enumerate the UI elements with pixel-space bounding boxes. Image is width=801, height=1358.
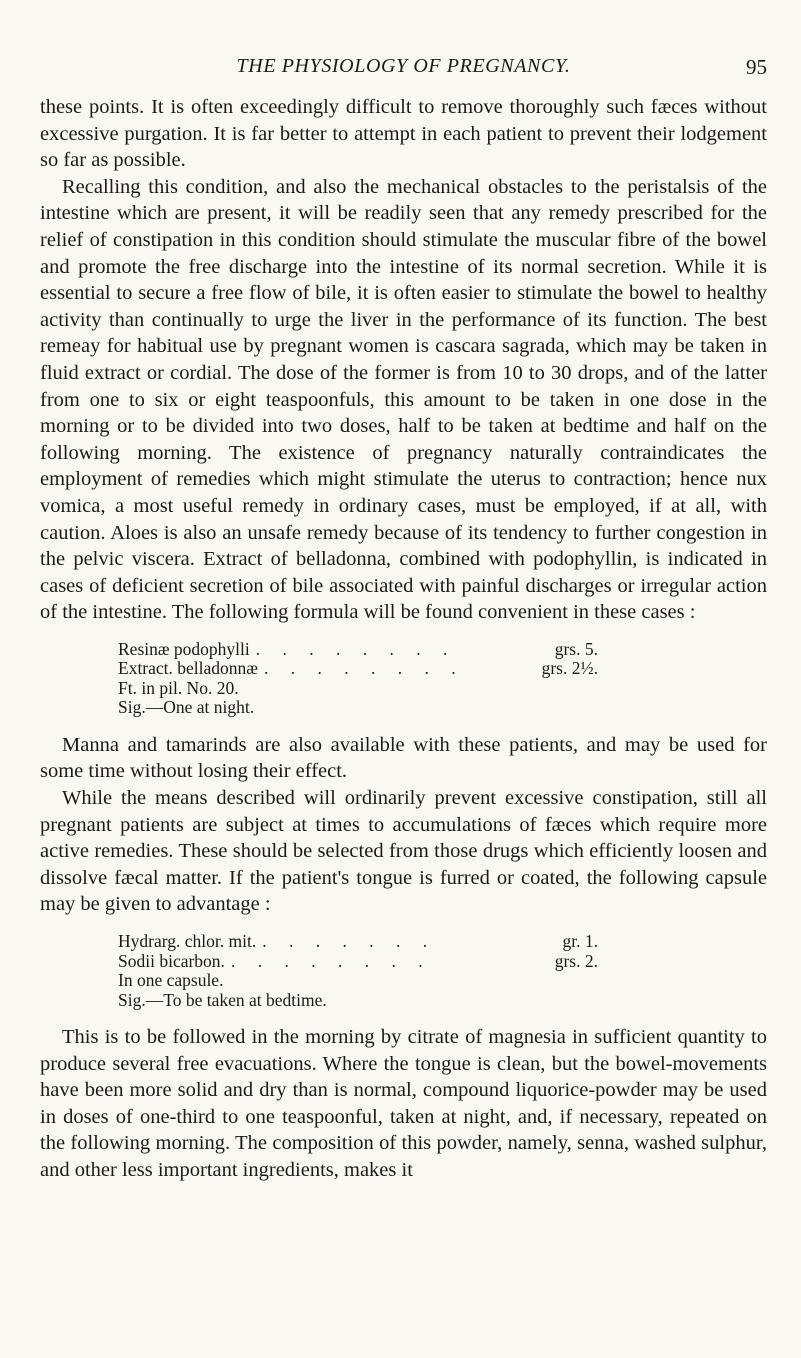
formula-direction: In one capsule. xyxy=(118,970,224,991)
ingredient-name: Sodii bicarbon. xyxy=(118,950,225,971)
ingredient-name: Extract. belladonnæ xyxy=(118,658,258,679)
paragraph-2: Recalling this condition, and also the mechanical obstacles to the peristalsis of the intestine which are present, it will be readily seen that any remedy prescribed for the relief of constipation in this condition should stimulate the muscular fibre of the bowel and promote the free discharge into the intestine of its normal secretion. While it is essential to secure a free flow of bile, it is often easier to stimulate the bowel to healthy activity than continually to urge the liver in the performance of its function. The best remeay for habitual use by pregnant women is cascara sagrada, which may be taken in fluid extract or cordial. The dose of the former is from 10 to 30 drops, and of the latter from one to six or eight teaspoonfuls, this amount to be taken in one dose in the morning or to be divided into two doses, half to be taken at bedtime and half on the following morning. The existence of pregnancy naturally contraindicates the employment of remedies which might stimulate the uterus to contraction; hence nux vomica, a most useful remedy in ordinary cases, must be employed, if at all, with caution. Aloes is also an unsafe remedy because of its tendency to further congestion in the pelvic viscera. Extract of belladonna, combined with podophyllin, is indicated in cases of deficient secretion of bile associated with painful discharges or irregular action of the intestine. The following formula will be found convenient in these cases : xyxy=(40,175,767,624)
leader-dots: . . . . . . . . xyxy=(263,659,465,679)
leader-dots: . . . . . . . xyxy=(262,932,437,952)
ingredient-name: Resinæ podophylli xyxy=(118,638,250,659)
running-title: THE PHYSIOLOGY OF PREGNANCY. xyxy=(236,55,571,77)
paragraph-4: While the means described will ordinarily prevent excessive constipation, still all pregnant patients are subject at times to accumulations of fæces which require more active remedies. These should be selected from those drugs which efficiently loosen and dissolve fæcal matter. If the patient's tongue is furred or coated, the following capsule may be given to advantage : xyxy=(40,787,767,916)
formula-ingredient-row xyxy=(118,952,598,972)
formula-ingredient-row xyxy=(118,659,598,679)
paragraph-3: Manna and tamarinds are also available with these patients, and may be used for some time without losing their effect. xyxy=(40,733,767,783)
formula-ingredient-row xyxy=(118,932,598,952)
page-number: 95 xyxy=(746,55,767,79)
formula-ingredient-row xyxy=(118,640,598,660)
paragraph-5: This is to be followed in the morning by citrate of magnesia in sufficient quantity to produce several free evacuations. Where the tongue is clean, but the bowel-movements have been more solid and dry than is normal, compound liquorice-powder may be used in doses of one-third to one teaspoonful, taken at night, and, if necessary, repeated on the following morning. The composition of this powder, namely, senna, washed sulphur, and other less important ingredients, makes it xyxy=(40,1026,767,1181)
prescription-formula-1 xyxy=(118,640,598,718)
ingredient-quantity: grs. 2. xyxy=(554,950,598,971)
prescription-formula-2 xyxy=(118,932,598,1010)
ingredient-quantity: grs. 5. xyxy=(554,638,598,659)
ingredient-name: Hydrarg. chlor. mit. xyxy=(118,931,257,952)
ingredient-quantity: gr. 1. xyxy=(562,931,598,952)
ingredient-quantity: grs. 2½. xyxy=(541,658,598,679)
leader-dots: . . . . . . . . xyxy=(255,639,457,659)
body-text xyxy=(40,94,767,1184)
formula-signa: Sig.—To be taken at bedtime. xyxy=(118,989,327,1010)
leader-dots: . . . . . . . . xyxy=(230,951,432,971)
formula-direction: Ft. in pil. No. 20. xyxy=(118,677,239,698)
paragraph-1: these points. It is often exceedingly difficult to remove thoroughly such fæces without excessive purgation. It is far better to attempt in each patient to prevent their lodgement so far as possible. xyxy=(40,96,767,172)
formula-signa: Sig.—One at night. xyxy=(118,697,255,718)
page-header xyxy=(40,55,767,87)
